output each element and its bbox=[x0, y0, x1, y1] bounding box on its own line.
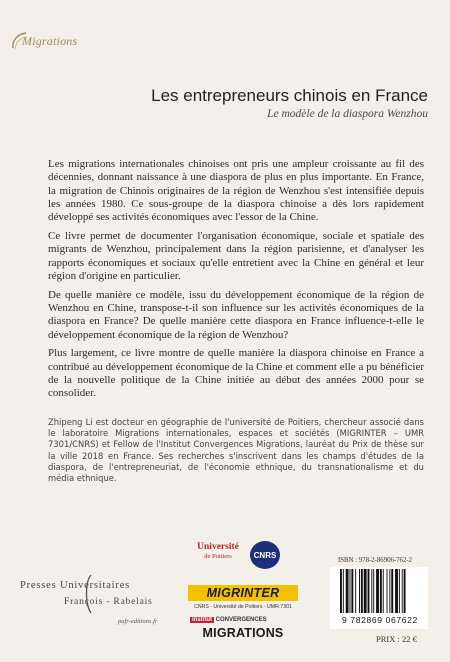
barcode-number: 9 782869 067622 bbox=[342, 615, 418, 625]
blurb-paragraph: Plus largement, ce livre montre de quelle manière la diaspora chinoise en France a contribué au développement économique de la Chine et comment elle a pu bénéficier de la nouvelle politique de la Chine initiée au début des années 2000 pour se consolider. bbox=[48, 347, 424, 400]
publisher-logo bbox=[20, 574, 170, 638]
blurb-paragraph: De quelle manière ce modèle, issu du développement économique de la région de Wenzhou en Chine, transpose-t-il son influence sur les activités économiques de la diaspora en France? De quelle manière cette diaspora en France influence-t-elle le développement économique de la région de Wenzhou? bbox=[48, 288, 424, 341]
migrinter-subtitle: CNRS · Université de Poitiers · UMR 7301 bbox=[194, 604, 292, 610]
migrations-logo: MIGRATIONS bbox=[202, 626, 284, 640]
series-logo-text: Migrations bbox=[22, 34, 78, 48]
universite-poitiers-logo bbox=[194, 543, 242, 561]
blurb bbox=[48, 158, 424, 406]
university-name: Université bbox=[197, 542, 239, 552]
blurb-paragraph: Les migrations internationales chinoises ont pris une ampleur croissante au fil des décennies, donnant naissance à une diaspora de plus en plus importante. En France, la migration de Chinois originaires de la région de Wenzhou s'est intensifiée depuis les années 1980. Ce sous-groupe de la diaspora chinoise a dès lors rapidement développé ses activités économiques avec l'essor de la Chine. bbox=[48, 158, 424, 224]
book-title: Les entrepreneurs chinois en France bbox=[151, 86, 428, 105]
series-logo bbox=[10, 30, 110, 54]
partner-logos bbox=[188, 537, 298, 647]
publisher-url: pufr-editions.fr bbox=[118, 618, 158, 625]
title-block bbox=[151, 86, 428, 121]
barcode bbox=[330, 567, 428, 629]
cnrs-logo: CNRS bbox=[250, 541, 280, 569]
convergences-text: CONVERGENCES bbox=[215, 617, 267, 623]
author-bio: Zhipeng Li est docteur en géographie de l'université de Poitiers, chercheur associé dans le laboratoire Migrations internationales, espaces et sociétés (MIGRINTER – UMR 7301/CNRS) et Fellow de l'Institut Convergences Migrations, lauréat du Prix de thèse sur la ville 2018 en France. Ses recherches s'inscrivent dans les champs d'études de la diaspora, de l'entrepreneuriat, de l'économie ethnique, du transnationalisme et du média ethnique. bbox=[48, 417, 424, 484]
publisher-line1: Presses Universitaires bbox=[20, 580, 131, 591]
isbn: ISBN : 978-2-86906-762-2 bbox=[338, 557, 413, 564]
publisher-bracket-icon bbox=[81, 574, 95, 614]
price: PRIX : 22 € bbox=[376, 634, 417, 644]
barcode-bars bbox=[340, 569, 420, 615]
book-subtitle: Le modèle de la diaspora Wenzhou bbox=[267, 108, 428, 120]
publisher-line2: François - Rabelais bbox=[64, 597, 153, 607]
university-city: de Poitiers bbox=[204, 553, 232, 560]
institut-convergences-label bbox=[190, 617, 267, 623]
blurb-paragraph: Ce livre permet de documenter l'organisation économique, sociale et spatiale des migrants de Wenzhou, principalement dans la région parisienne, et d'analyser les rapports économiques et sociaux qu'elle entretient avec la Chine en général et leur région d'origine en particulier. bbox=[48, 229, 424, 282]
institut-tag: institut bbox=[192, 617, 212, 623]
migrinter-logo: MIGRINTER bbox=[188, 585, 298, 601]
